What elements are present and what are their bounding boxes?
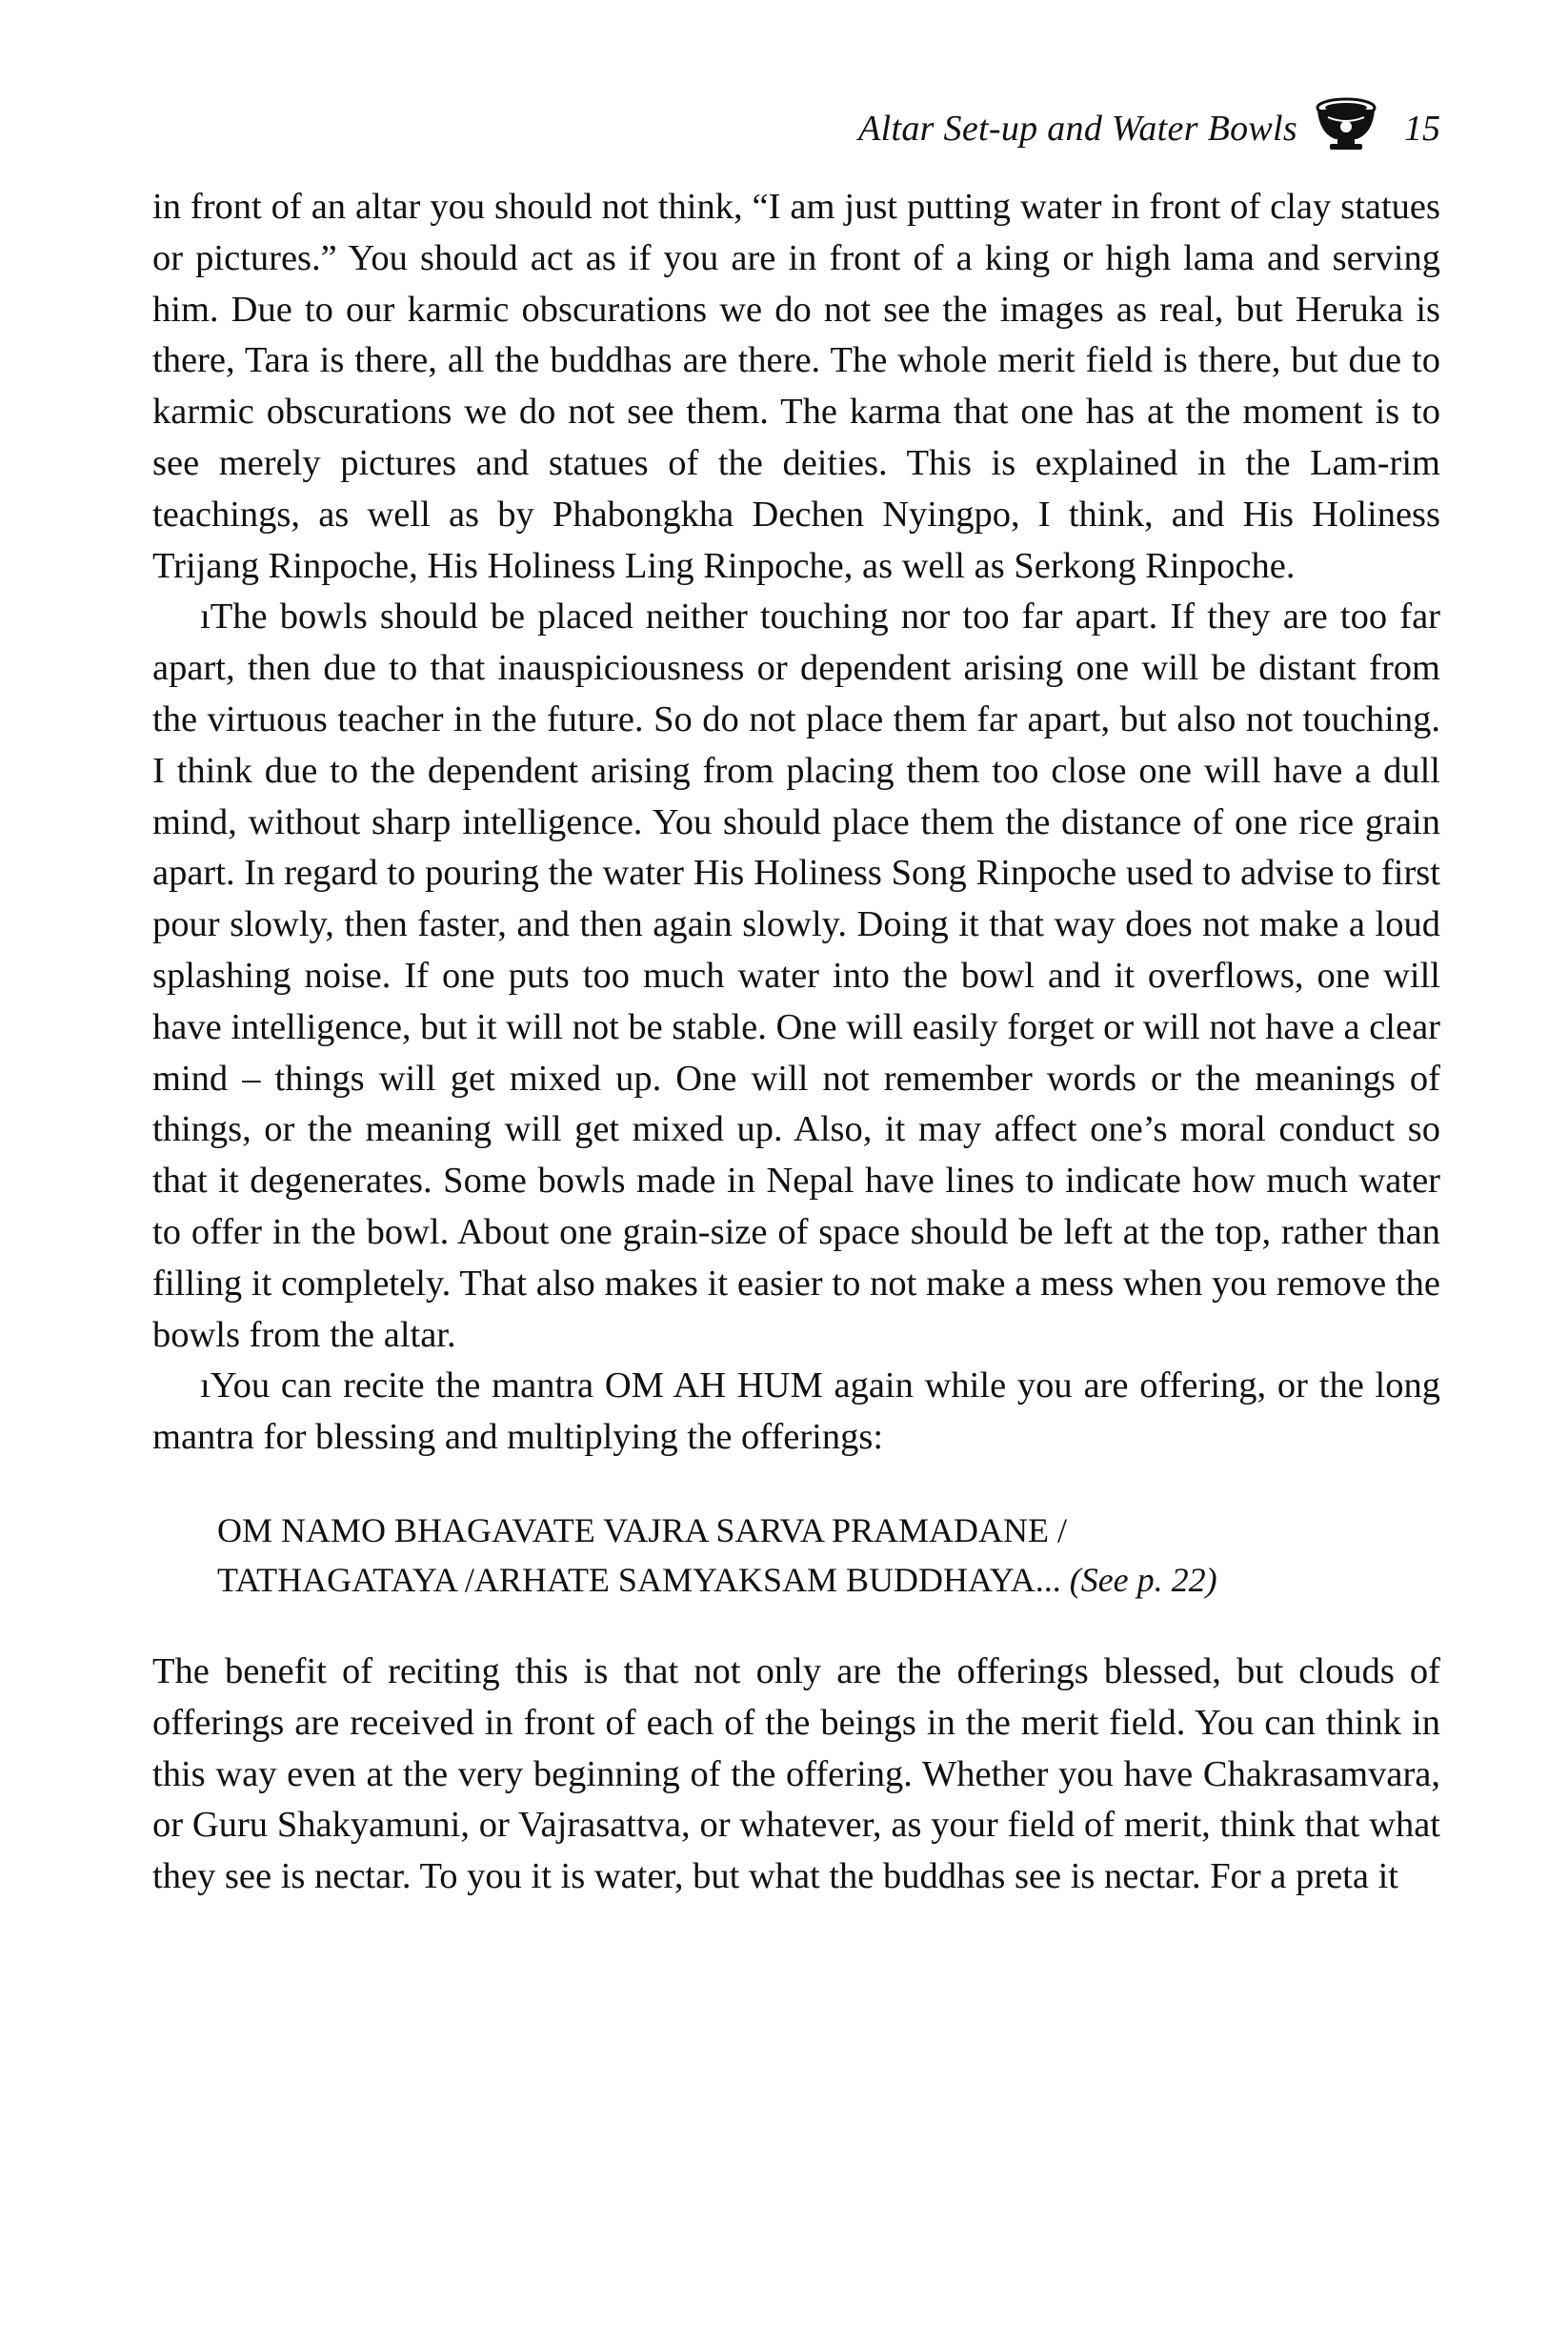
- mantra-block: [217, 1506, 1440, 1605]
- mantra-page-reference: (See p. 22): [1069, 1560, 1217, 1599]
- mantra-line-2: [217, 1555, 1440, 1605]
- mantra-line-1: OM NAMO BHAGAVATE VAJRA SARVA PRAMADANE /: [217, 1510, 1068, 1549]
- page-number: 15: [1404, 109, 1440, 149]
- running-head: [152, 91, 1440, 176]
- paragraph-mantra-intro: ıYou can recite the mantra OM AH HUM again while you are offering, or the long mantra for blessing and multiplying the offerings:: [152, 1365, 1440, 1458]
- book-page: [152, 91, 1440, 1903]
- running-title: Altar Set-up and Water Bowls: [858, 109, 1297, 149]
- paragraph-bowl-placement: ıThe bowls should be placed neither touching nor too far apart. If they are too far apart, then due to that inauspiciousness or dependent arising one will be distant from the virtuous teacher in the future. So do not place them far apart, but also not touching. I think due to the dependent arising from placing them too close one will have a dull mind, without sharp intelligence. You should place them the distance of one rice grain apart. In regard to pouring the water His Holiness Song Rinpoche used to advise to first pour slowly, then faster, and then again slowly. Doing it that way does not make a loud splashing noise. If one puts too much water into the bowl and it overflows, one will have intelligence, but it will not be stable. One will easily forget or will not have a clear mind – things will get mixed up. One will not remember words or the meanings of things, or the meaning will get mixed up. Also, it may affect one’s moral conduct so that it degenerates. Some bowls made in Nepal have lines to indicate how much water to offer in the bowl. About one grain-size of space should be left at the top, rather than filling it completely. That also makes it easier to not make a mess when you remove the bowls from the altar.: [152, 597, 1440, 1355]
- mantra-line-2-text: TATHAGATAYA /ARHATE SAMYAKSAM BUDDHAYA...: [217, 1560, 1061, 1599]
- body-text: [152, 182, 1440, 1903]
- paragraph-benefit: The benefit of reciting this is that not only are the offerings blessed, but clouds of offerings are received in front of each of the beings in the merit field. You can think in this way even at the very beginning of the offering. Whether you have Chakrasamvara, or Guru Shakyamuni, or Vajrasattva, or whatever, as your field of merit, think that what they see is nectar. To you it is water, but what the buddhas see is nectar. For a preta it: [152, 1650, 1440, 1897]
- paragraph-continued: in front of an altar you should not think, “I am just putting water in front of clay statues or pictures.” You should act as if you are in front of a king or high lama and serving him. Due to our karmic obscurations we do not see the images as real, but Heruka is there, Tara is there, all the buddhas are there. The whole merit field is there, but due to karmic obscurations we do not see them. The karma that one has at the moment is to see merely pictures and statues of the deities. This is explained in the Lam-rim teachings, as well as by Phabongkha Dechen Nyingpo, I think, and His Holiness Trijang Rinpoche, His Holiness Ling Rinpoche, as well as Serkong Rinpoche.: [152, 187, 1440, 586]
- water-bowl-icon: [1313, 96, 1379, 153]
